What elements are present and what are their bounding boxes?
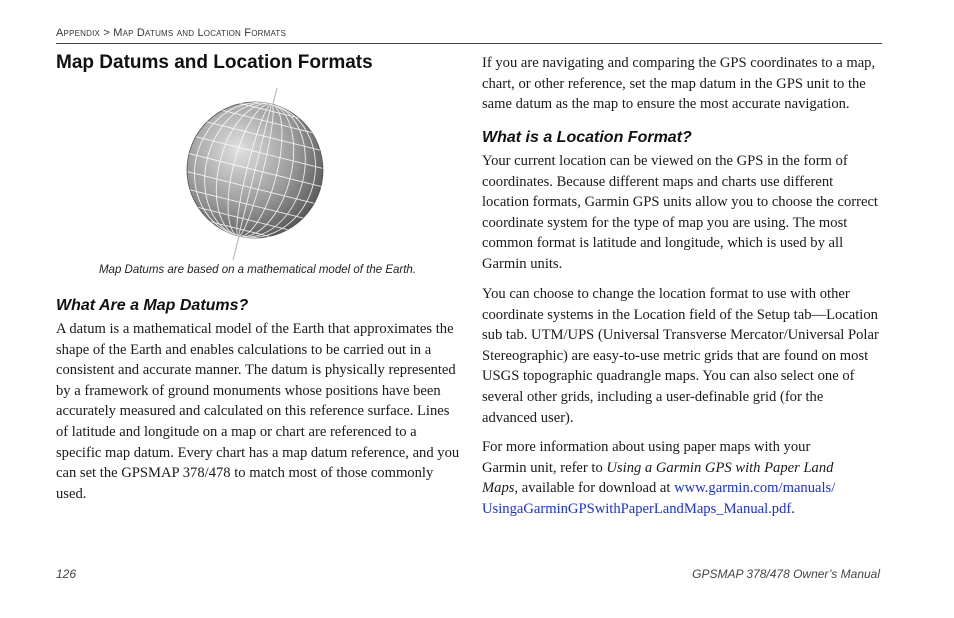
- breadcrumb-page: Map Datums and Location Formats: [113, 27, 287, 39]
- section-heading-map-datums: What Are a Map Datums?: [56, 297, 249, 314]
- paper-maps-document-title: Using a Garmin GPS with Paper Land Maps: [482, 459, 834, 497]
- header-divider: [56, 43, 882, 44]
- breadcrumb: [56, 27, 286, 39]
- map-datum-paragraph: A datum is a mathematical model of the Earth that approximates the shape of the Earth and enables calculations to be carried out in a consistent and accurate manner. The datum is physically represented by a framework of ground monuments whose positions have been accurately measured and calculated on this reference surface. Lines of latitude and longitude on a map or chart are referenced to a specific map datum. Every chart has a map datum reference, and you can set the GPSMAP 378/478 to match most of those commonly used.: [56, 321, 460, 502]
- paper-maps-paragraph: [482, 437, 842, 519]
- figure-caption: Map Datums are based on a mathematical model of the Earth.: [98, 264, 417, 276]
- location-format-paragraph-1: Your current location can be viewed on the GPS in the form of coordinates. Because different maps and charts use different location formats, Garmin GPS units allow you to choose the correct coordinate system for the type of map you are using. The most common format is latitude and longitude, which is used by all Garmin units.: [482, 153, 878, 272]
- paper-maps-text: For more information about using paper maps with your Garmin unit, refer to: [482, 439, 811, 476]
- manual-title: GPSMAP 378/478 Owner’s Manual: [692, 567, 880, 581]
- globe-wireframe-icon: [180, 85, 330, 263]
- intro-paragraph: If you are navigating and comparing the GPS coordinates to a map, chart, or other reference, set the map datum in the GPS unit to the same datum as the map to ensure the most accurate navigation.: [482, 55, 876, 113]
- page-number: 126: [56, 567, 77, 581]
- page-title: Map Datums and Location Formats: [56, 52, 373, 73]
- paper-maps-text-mid: , available for download at: [514, 480, 675, 497]
- section-heading-location-format: What is a Location Format?: [482, 129, 692, 146]
- manual-download-link[interactable]: www.garmin.com/manuals/UsingaGarminGPSwithPaperLandMaps_Manual.pdf: [482, 480, 836, 517]
- paper-maps-text-end: .: [791, 500, 795, 517]
- breadcrumb-section[interactable]: Appendix: [56, 27, 101, 39]
- breadcrumb-separator: >: [103, 27, 110, 39]
- location-format-paragraph-2: You can choose to change the location format to use with other coordinate systems in the Location field of the Setup tab—Location sub tab. UTM/UPS (Universal Transverse Mercator/Universal Polar Stereographic) are easy-to-use metric grids that are found on most USGS topographic quadrangle maps. You can also select one of several other grids, including a user-definable grid (for the advanced user).: [482, 286, 879, 426]
